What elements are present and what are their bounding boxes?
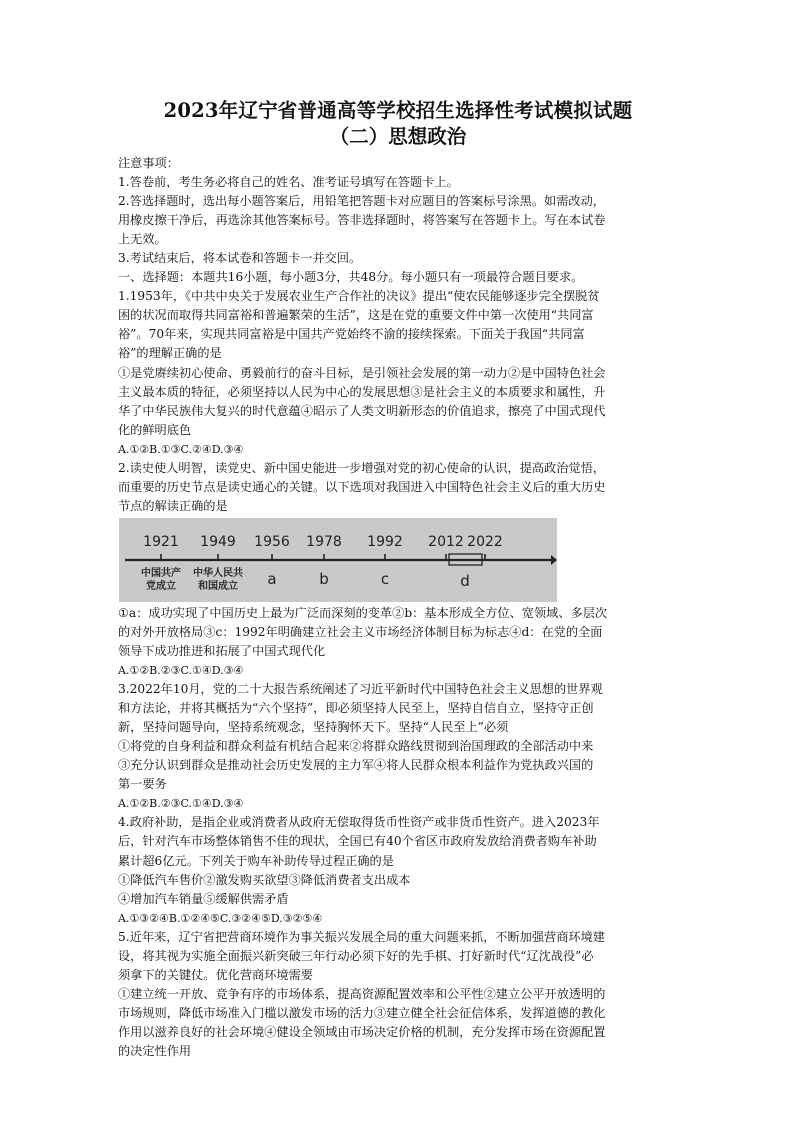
timeline-period-label: c [380,569,390,588]
exam-page [118,98,678,1061]
notice-line: 用橡皮擦干净后，再选涂其他答案标号。答非选择题时，将答案写在答题卡上。写在本试卷 [118,213,606,228]
statement-line: 的决定性作用 [118,1043,192,1058]
timeline-year: 1978 [306,533,342,550]
statement-line: ①建立统一开放、竞争有序的市场体系，提高资源配置效率和公平性②建立公平开放透明的 [118,986,606,1001]
timeline-year: 1949 [200,533,236,550]
timeline-event-label: 中华人民共 [193,567,243,579]
statement-line: ①a：成功实现了中国历史上最为广泛而深刻的变革②b：基本形成全方位、宽领域、多层次 [118,605,608,620]
question-stem-line: 累计超6亿元。下列关于购车补助传导过程正确的是 [118,853,394,868]
statement-line: ①将党的自身利益和群众利益有机结合起来②将群众路线贯彻到治国理政的全部活动中来 [118,739,594,754]
answer-options: A.①②B.②③C.①④D.③④ [118,797,244,811]
timeline-year: 2022 [467,533,503,550]
statement-line: 主义最本质的特征，必须坚持以人民为中心的发展思想③是社会主义的本质要求和属性，升 [118,384,606,399]
statement-line: 化的鲜明底色 [118,422,192,437]
question-stem-line: 3.2022年10月，党的二十大报告系统阐述了习近平新时代中国特色社会主义思想的世界观 [118,682,603,697]
timeline-year: 1921 [143,533,179,550]
answer-options: A.①②B.②③C.①④D.③④ [118,664,244,678]
timeline-event-label: 党成立 [146,580,176,592]
question-2 [118,459,678,680]
statement-line: ④增加汽车销量⑤缓解供需矛盾 [118,891,289,906]
question-stem-line: 新，坚持问题导向，坚持系统观念，坚持胸怀天下。坚持“人民至上”必须 [118,720,509,735]
question-stem-line: 1.1953年，《中共中央关于发展农业生产合作社的决议》提出“使农民能够逐步完全摆脱贫 [118,289,600,304]
question-4 [118,813,678,927]
question-3 [118,680,678,813]
question-stem-line: 裕”的理解正确的是 [118,346,222,361]
timeline-year: 1992 [367,533,403,550]
question-stem-line: 5.近年来，辽宁省把营商环境作为事关振兴发展全局的重大问题来抓，不断加强营商环境建 [118,929,605,944]
answer-options: A.①③②④B.①②④⑤C.③②④⑤D.③②⑤④ [118,911,323,925]
notice-line: 1.答卷前，考生务必将自己的姓名、准考证号填写在答题卡上。 [118,175,459,190]
statement-line: ①降低汽车售价②激发购买欲望③降低消费者支出成本 [118,872,411,887]
question-stem-line: 困的状况而取得共同富裕和普遍繁荣的生活”，这是在党的重要文件中第一次使用“共同富 [118,308,594,323]
timeline-event-label: 中国共产 [141,567,181,579]
timeline-period-label: a [267,569,277,588]
statement-line: ③充分认识到群众是推动社会历史发展的主力军④将人民群众根本利益作为党执政兴国的 [118,758,594,773]
question-stem-line: 裕”。70年来，实现共同富裕是中国共产党始终不渝的接续探索。下面关于我国“共同富 [118,327,585,342]
question-stem-line: 节点的解读正确的是 [118,498,228,513]
statement-line: ①是党赓续初心使命、勇毅前行的奋斗目标，是引领社会发展的第一动力②是中国特色社会 [118,365,606,380]
statement-line: 的对外开放格局③c：1992年明确建立社会主义市场经济体制目标为标志④d：在党的全面 [118,624,603,639]
timeline-period-label: d [460,571,470,590]
timeline-event-label: 和国成立 [198,580,238,592]
question-stem-line: 2.读史使人明智，读党史、新中国史能进一步增强对党的初心使命的认识，提高政治觉悟， [118,460,605,475]
timeline-year: 1956 [254,533,290,550]
question-stem-line: 设，将其视为实施全面振兴新突破三年行动必须下好的先手棋、打好新时代“辽沈战役”必 [118,948,594,963]
question-stem-line: 后，针对汽车市场整体销售不佳的现状，全国已有40个省区市政府发放给消费者购车补助 [118,834,597,849]
statement-line: 第一要务 [118,777,167,792]
statement-line: 华了中华民族伟大复兴的时代意蕴④昭示了人类文明新形态的价值追求，擦亮了中国式现代 [118,403,606,418]
history-timeline-figure [119,518,557,602]
question-stem-line: 和方法论，并将其概括为“六个坚持”，即必须坚持人民至上，坚持自信自立，坚持守正创 [118,701,594,716]
question-stem-line: 4.政府补助，是指企业或消费者从政府无偿取得货币性资产或非货币性资产。进入2023年 [118,815,600,830]
statement-line: 市场规则，降低市场准入门槛以激发市场的活力③建立健全社会征信体系，发挥道德的教化 [118,1005,606,1020]
statement-line: 领导下成功推进和拓展了中国式现代化 [118,643,326,658]
timeline-period-label: b [319,569,329,588]
exam-subtitle: （二）思想政治 [329,125,467,148]
timeline-year: 2012 [428,533,464,550]
question-5 [118,928,678,1061]
statement-line: 作用以滋养良好的社会环境④健设全领域由市场决定价格的机制，充分发挥市场在资源配置 [118,1024,606,1039]
section-heading: 一、选择题：本题共16小题，每小题3分，共48分。每小题只有一项最符合题目要求。 [118,270,584,285]
notice-heading: 注意事项： [118,156,179,170]
timeline-arrow-icon [551,555,557,565]
notice-line: 2.答选择题时，选出每小题答案后，用铅笔把答题卡对应题目的答案标号涂黑。如需改动， [118,194,605,209]
exam-title: 2023年辽宁省普通高等学校招生选择性考试模拟试题 [163,99,633,122]
notice-line: 3.考试结束后，将本试卷和答题卡一并交回。 [118,251,362,266]
notice-line: 上无效。 [118,232,167,247]
question-stem-line: 而重要的历史节点是读史通心的关键。以下选项对我国进入中国特色社会主义后的重大历史 [118,479,606,494]
timeline-svg [119,518,557,602]
question-1 [118,287,678,458]
answer-options: A.①②B.①③C.②④D.③④ [118,442,244,456]
question-stem-line: 须拿下的关键仗。优化营商环境需要 [118,967,313,982]
